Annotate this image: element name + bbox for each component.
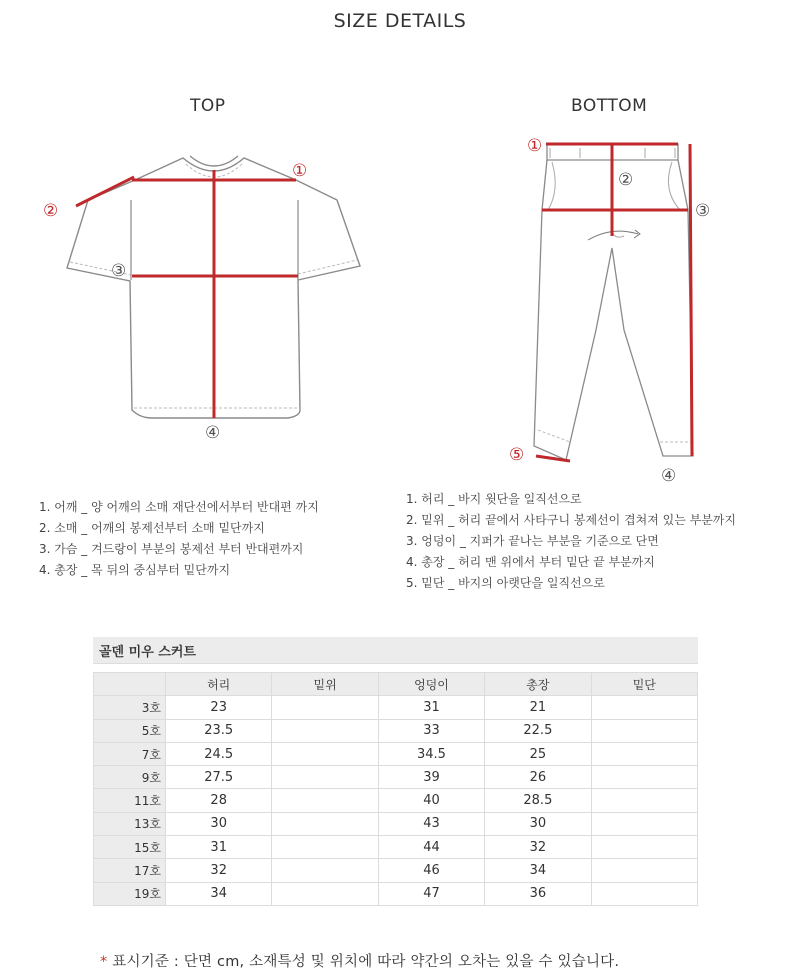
table-cell: 36 [485, 882, 591, 905]
column-header: 허리 [166, 673, 272, 696]
table-row [94, 789, 698, 812]
top-note: 4. 총장 _ 목 뒤의 중심부터 밑단까지 [39, 563, 231, 577]
table-cell: 21 [485, 696, 591, 719]
column-header: 엉덩이 [378, 673, 484, 696]
table-cell: 25 [485, 742, 591, 765]
table-cell: 44 [378, 836, 484, 859]
bottom-note: 1. 허리 _ 바지 윗단을 일직선으로 [406, 492, 582, 506]
bottom-marker-5: ⑤ [509, 445, 525, 465]
table-cell [591, 859, 697, 882]
table-cell: 24.5 [166, 742, 272, 765]
bottom-note: 4. 총장 _ 허리 맨 위에서 부터 밑단 끝 부분까지 [406, 555, 655, 569]
table-cell: 28 [166, 789, 272, 812]
column-header [94, 673, 166, 696]
product-name-bar [93, 637, 698, 664]
table-cell: 27.5 [166, 766, 272, 789]
footnote [100, 950, 619, 971]
size-label: 3호 [94, 696, 166, 719]
top-section-title: TOP [190, 96, 226, 116]
table-cell [272, 882, 378, 905]
bottom-marker-3: ③ [695, 201, 711, 221]
top-note: 1. 어깨 _ 양 어깨의 소매 재단선에서부터 반대편 까지 [39, 500, 319, 514]
bottom-note: 5. 밑단 _ 바지의 아랫단을 일직선으로 [406, 576, 605, 590]
bottom-marker-4: ④ [661, 466, 677, 486]
table-row [94, 719, 698, 742]
table-cell: 31 [166, 836, 272, 859]
size-label: 17호 [94, 859, 166, 882]
top-measure-notes [39, 497, 319, 581]
table-cell: 33 [378, 719, 484, 742]
table-cell [591, 719, 697, 742]
table-cell: 28.5 [485, 789, 591, 812]
table-cell: 46 [378, 859, 484, 882]
table-cell [272, 719, 378, 742]
bottom-measure-notes [406, 489, 736, 594]
table-cell: 43 [378, 812, 484, 835]
page-title: SIZE DETAILS [333, 10, 467, 32]
top-marker-2: ② [43, 201, 59, 221]
size-label: 7호 [94, 742, 166, 765]
size-label: 19호 [94, 882, 166, 905]
table-cell: 40 [378, 789, 484, 812]
table-cell [272, 859, 378, 882]
table-cell [591, 742, 697, 765]
table-cell: 30 [485, 812, 591, 835]
table-row [94, 836, 698, 859]
table-cell: 34 [166, 882, 272, 905]
top-marker-1: ① [292, 161, 308, 181]
column-header: 총장 [485, 673, 591, 696]
bottom-marker-1: ① [527, 136, 543, 156]
column-header: 밑단 [591, 673, 697, 696]
table-cell [591, 789, 697, 812]
bottom-marker-2: ② [618, 170, 634, 190]
t-shirt-diagram-icon [30, 140, 380, 450]
table-cell [272, 742, 378, 765]
table-cell [272, 836, 378, 859]
top-marker-3: ③ [111, 261, 127, 281]
table-row [94, 882, 698, 905]
table-cell [591, 882, 697, 905]
table-cell: 39 [378, 766, 484, 789]
top-note: 2. 소매 _ 어깨의 봉제선부터 소매 밑단까지 [39, 521, 265, 535]
table-row [94, 742, 698, 765]
table-cell [591, 766, 697, 789]
product-name: 골덴 미우 스커트 [99, 645, 196, 660]
table-cell [591, 696, 697, 719]
size-label: 13호 [94, 812, 166, 835]
table-row [94, 859, 698, 882]
table-cell [272, 789, 378, 812]
table-cell: 26 [485, 766, 591, 789]
table-cell: 23 [166, 696, 272, 719]
table-cell: 32 [485, 836, 591, 859]
table-cell [272, 696, 378, 719]
table-row [94, 766, 698, 789]
table-cell: 34 [485, 859, 591, 882]
table-cell [272, 812, 378, 835]
footnote-star: * [100, 954, 108, 970]
table-row [94, 696, 698, 719]
bottom-section-title: BOTTOM [571, 96, 648, 116]
table-cell: 31 [378, 696, 484, 719]
table-cell: 34.5 [378, 742, 484, 765]
footnote-text: 표시기준 : 단면 cm, 소재특성 및 위치에 따라 약간의 오차는 있을 수 있습니다. [112, 954, 620, 970]
table-cell: 47 [378, 882, 484, 905]
top-note: 3. 가슴 _ 겨드랑이 부분의 봉제선 부터 반대편까지 [39, 542, 304, 556]
size-label: 9호 [94, 766, 166, 789]
size-label: 11호 [94, 789, 166, 812]
column-header: 밑위 [272, 673, 378, 696]
size-label: 5호 [94, 719, 166, 742]
table-cell [591, 812, 697, 835]
table-cell: 22.5 [485, 719, 591, 742]
bottom-note: 2. 밑위 _ 허리 끝에서 사타구니 봉제선이 겹쳐져 있는 부분까지 [406, 513, 736, 527]
bottom-note: 3. 엉덩이 _ 지퍼가 끝나는 부분을 기준으로 단면 [406, 534, 659, 548]
table-cell [272, 766, 378, 789]
table-cell: 23.5 [166, 719, 272, 742]
top-marker-4: ④ [205, 423, 221, 443]
table-cell [591, 836, 697, 859]
table-header-row [94, 673, 698, 696]
table-cell: 30 [166, 812, 272, 835]
table-cell: 32 [166, 859, 272, 882]
table-row [94, 812, 698, 835]
size-table [93, 672, 698, 906]
size-label: 15호 [94, 836, 166, 859]
